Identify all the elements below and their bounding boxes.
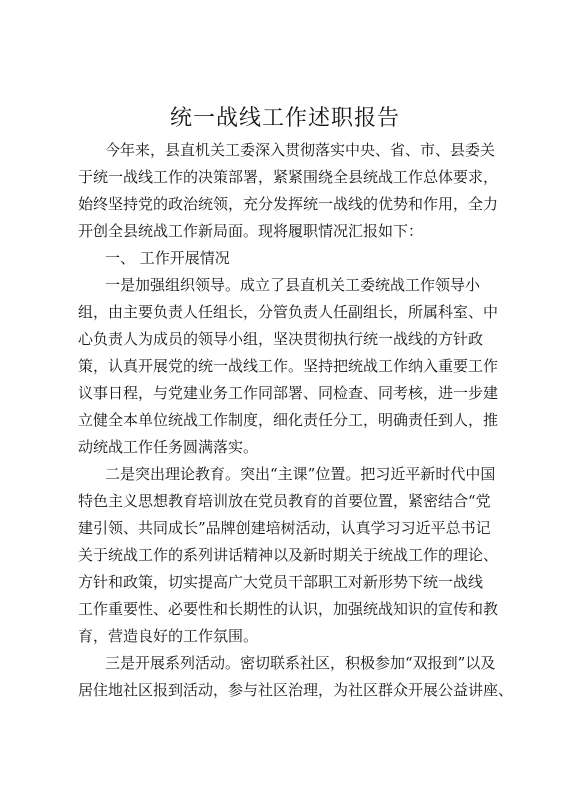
paragraph-line: 开创全县统战工作新局面。现将履职情况汇报如下： [78, 222, 424, 240]
paragraph-line: 立健全本单位统战工作制度，细化责任分工，明确责任到人，推 [78, 411, 499, 429]
paragraph-line: 今年来，县直机关工委深入贯彻落实中央、省、市、县委关 [105, 141, 496, 159]
paragraph-line: 心负责人为成员的领导小组，坚决贯彻执行统一战线的方针政 [78, 330, 484, 348]
section-heading: 一、 工作开展情况 [105, 249, 230, 267]
paragraph-line: 特色主义思想教育培训放在党员教育的首要位置，紧密结合“党 [78, 492, 491, 510]
paragraph-line: 动统战工作任务圆满落实。 [78, 438, 259, 456]
paragraph-line: 策，认真开展党的统一战线工作。坚持把统战工作纳入重要工作 [78, 357, 499, 375]
paragraph-line: 于统一战线工作的决策部署，紧紧围绕全县统战工作总体要求， [78, 168, 499, 186]
paragraph-line: 建引领、共同成长”品牌创建培树活动，认真学习习近平总书记 [78, 519, 491, 537]
paragraph-line: 居住地社区报到活动，参与社区治理，为社区群众开展公益讲座、 [78, 681, 514, 699]
paragraph-line: 育，营造良好的工作氛围。 [78, 627, 259, 645]
paragraph-line: 三是开展系列活动。密切联系社区，积极参加“双报到”以及 [105, 654, 496, 672]
paragraph-line: 一是加强组织领导。成立了县直机关工委统战工作领导小 [105, 276, 481, 294]
paragraph-line: 关于统战工作的系列讲话精神以及新时期关于统战工作的理论、 [78, 546, 499, 564]
paragraph-line: 议事日程，与党建业务工作同部署、同检查、同考核，进一步建 [78, 384, 499, 402]
paragraph-line: 工作重要性、必要性和长期性的认识，加强统战知识的宣传和教 [78, 600, 499, 618]
document-title: 统一战线工作述职报告 [169, 106, 400, 131]
paragraph-line: 二是突出理论教育。突出“主课”位置。把习近平新时代中国 [105, 465, 496, 483]
paragraph-line: 组，由主要负责人任组长，分管负责人任副组长，所属科室、中 [78, 303, 499, 321]
paragraph-line: 方针和政策，切实提高广大党员干部职工对新形势下统一战线 [78, 573, 484, 591]
paragraph-line: 始终坚持党的政治统领，充分发挥统一战线的优势和作用，全力 [78, 195, 499, 213]
